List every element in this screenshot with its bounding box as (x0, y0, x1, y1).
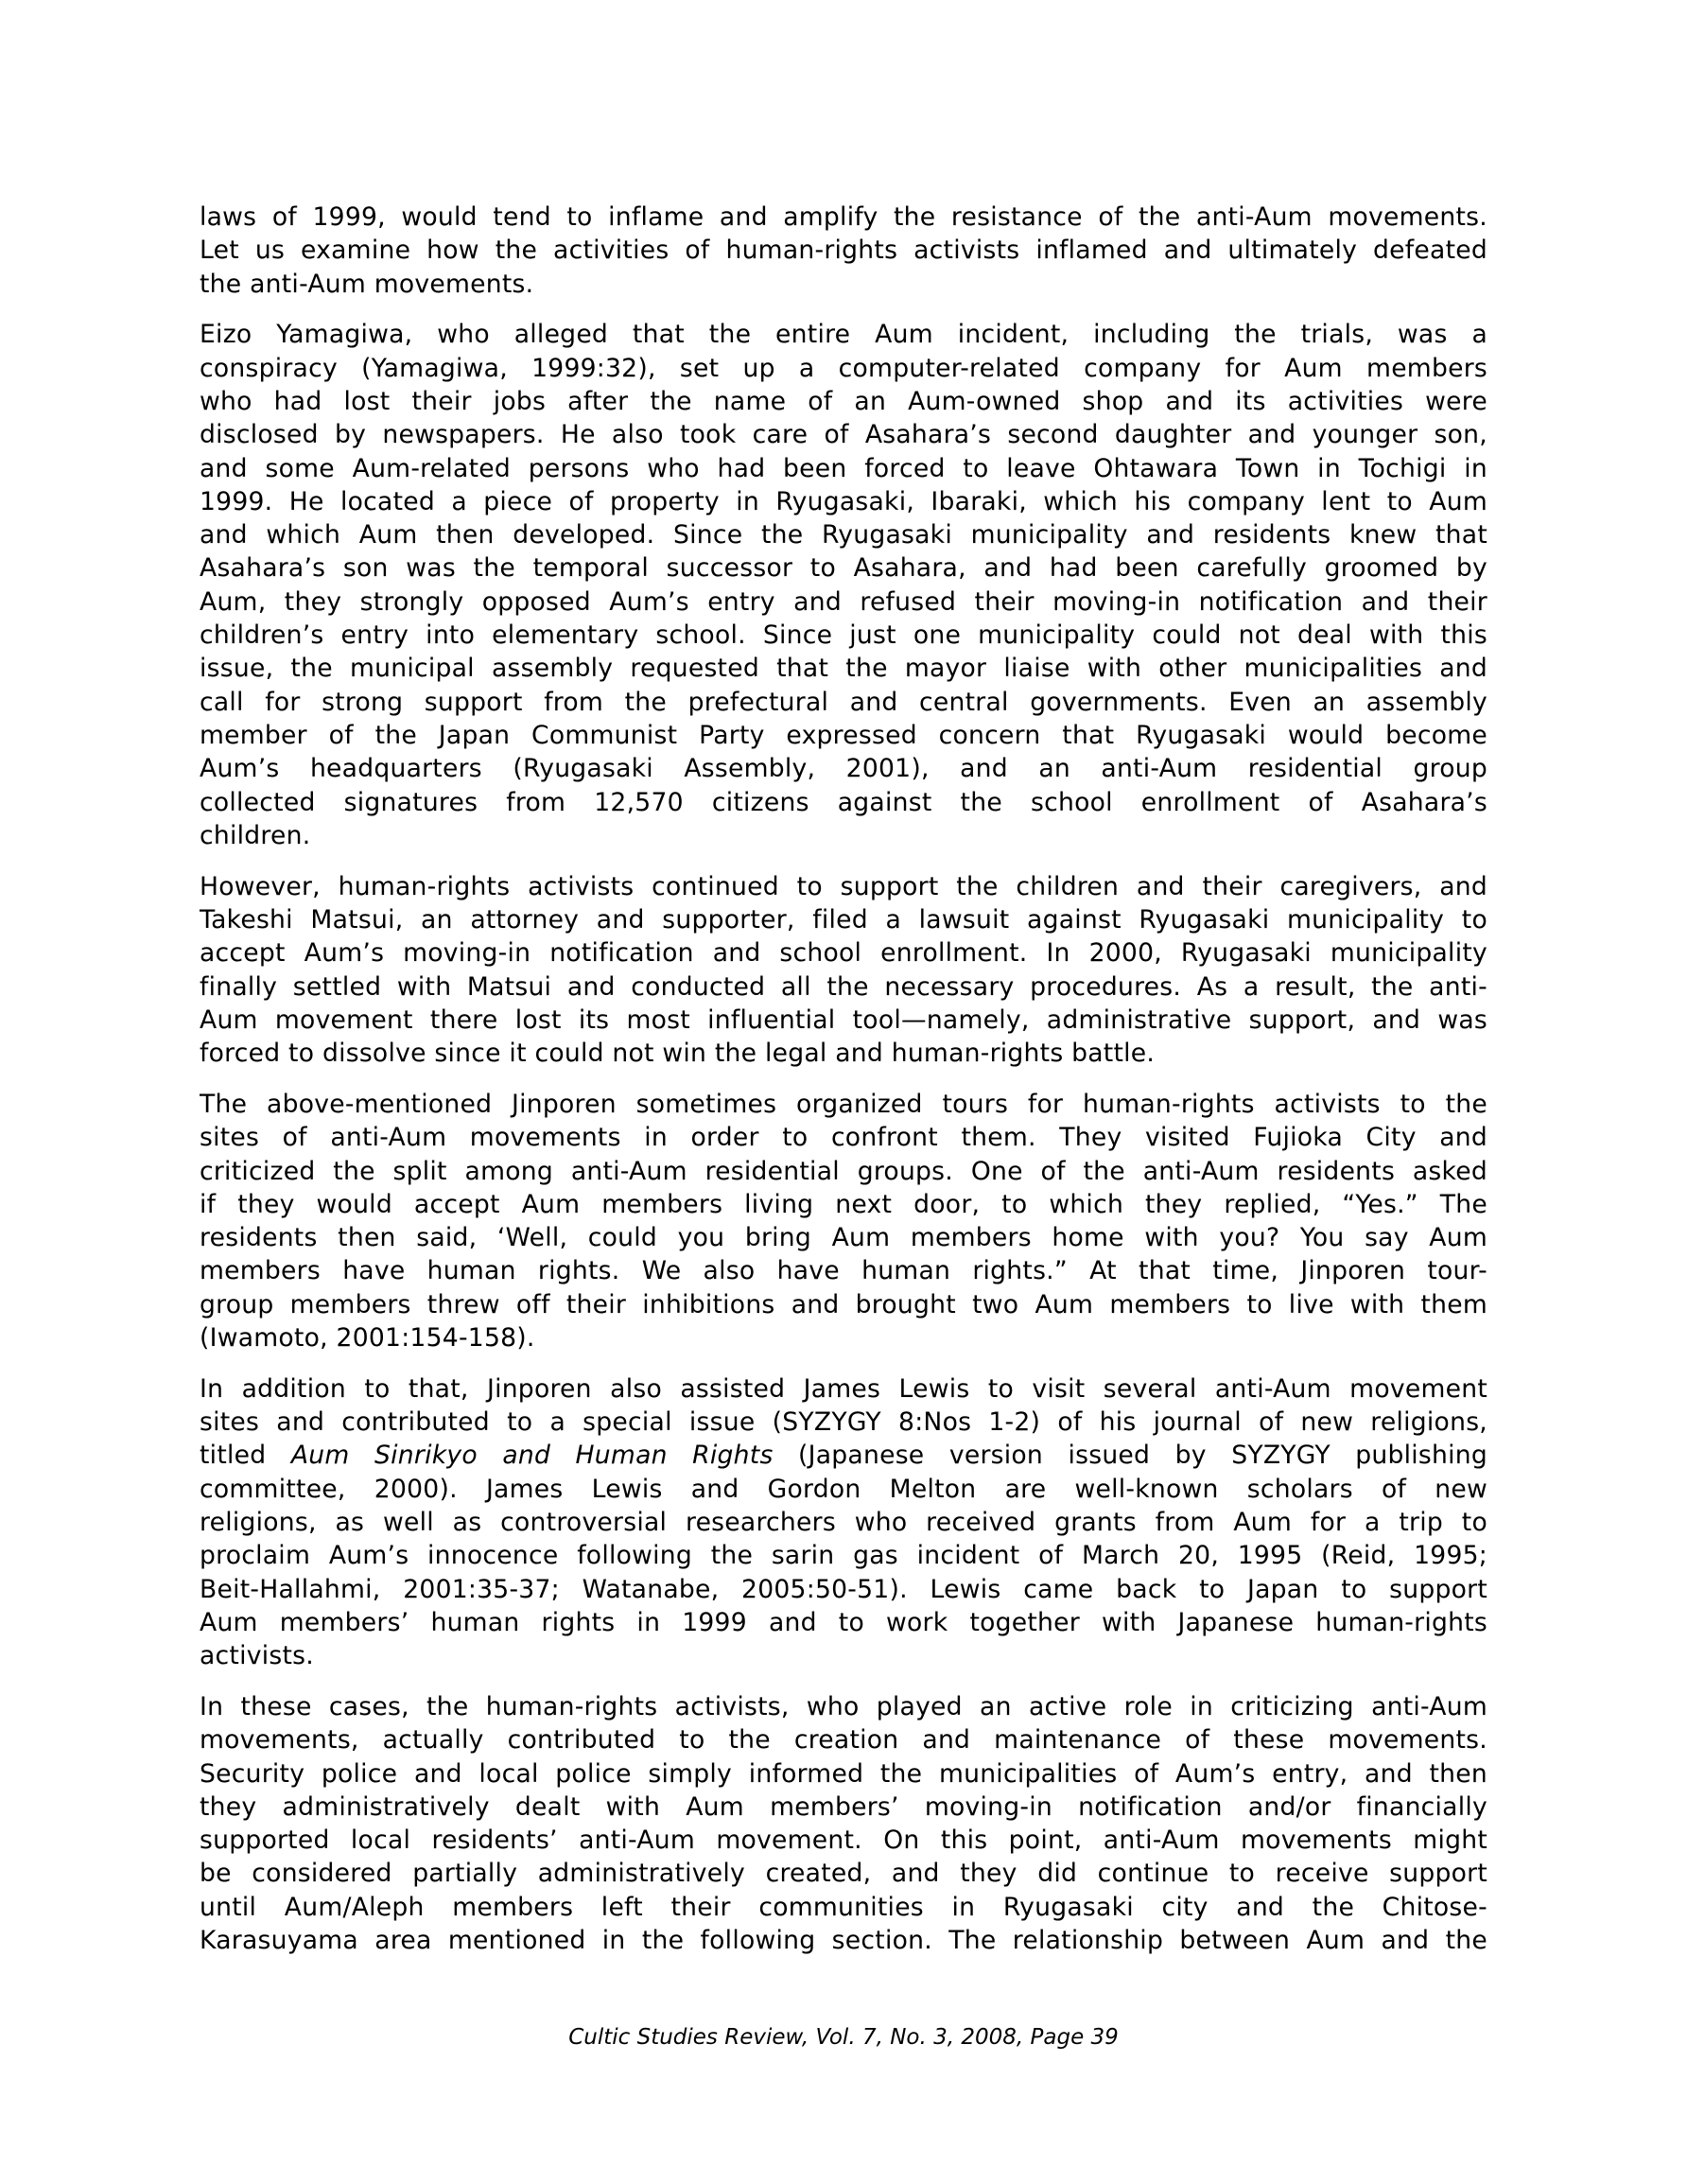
text-line: committee, 2000). James Lewis and Gordon Melton are well-known scholars of new (200, 1474, 1487, 1504)
text-line: Takeshi Matsui, an attorney and supporter, filed a lawsuit against Ryugasaki municipality to (200, 904, 1487, 935)
text-line: Aum movement there lost its most influential tool—namely, administrative support, and was (200, 1005, 1487, 1035)
text-line: forced to dissolve since it could not win the legal and human-rights battle. (200, 1039, 1156, 1069)
text-line: Aum, they strongly opposed Aum’s entry and refused their moving-in notification and their (200, 586, 1487, 617)
text-line: accept Aum’s moving-in notification and school enrollment. In 2000, Ryugasaki municipality (200, 938, 1487, 969)
text-line: proclaim Aum’s innocence following the sarin gas incident of March 20, 1995 (Reid, 1995; (200, 1541, 1487, 1571)
text-line: 1999. He located a piece of property in Ryugasaki, Ibaraki, which his company lent to Aum (200, 486, 1487, 516)
text-line: and some Aum-related persons who had been forced to leave Ohtawara Town in Tochigi in (200, 453, 1487, 483)
text-line: criticized the split among anti-Aum residential groups. One of the anti-Aum residents asked (200, 1156, 1487, 1186)
text-line: group members threw off their inhibitions and brought two Aum members to live with them (200, 1289, 1487, 1319)
text-line: religions, as well as controversial researchers who received grants from Aum for a trip to (200, 1507, 1487, 1537)
paragraph-6 (200, 1690, 1487, 1957)
paragraph-2 (200, 318, 1487, 852)
text-line: sites and contributed to a special issue (SYZYGY 8:Nos 1-2) of his journal of new religions, (200, 1407, 1487, 1438)
page-footer-citation: Cultic Studies Review, Vol. 7, No. 3, 2008, Page 39 (568, 2025, 1119, 2050)
text-line: Karasuyama area mentioned in the following section. The relationship between Aum and the (200, 1926, 1487, 1956)
text-line (200, 1439, 1487, 1472)
text-line: members have human rights. We also have human rights.” At that time, Jinporen tour- (200, 1256, 1487, 1286)
paragraph-3 (200, 870, 1487, 1071)
text-line: disclosed by newspapers. He also took care of Asahara’s second daughter and younger son, (200, 420, 1487, 450)
text-line: In addition to that, Jinporen also assisted James Lewis to visit several anti-Aum movement (200, 1373, 1487, 1404)
text-line: call for strong support from the prefectural and central governments. Even an assembly (200, 687, 1487, 717)
text-line: if they would accept Aum members living next door, to which they replied, “Yes.” The (200, 1189, 1487, 1219)
text-line: who had lost their jobs after the name of an Aum-owned shop and its activities were (200, 386, 1487, 416)
paragraph-1 (200, 201, 1487, 301)
text-line: Beit-Hallahmi, 2001:35-37; Watanabe, 2005:50-51). Lewis came back to Japan to support (200, 1574, 1487, 1604)
text-line-lead: titled (200, 1441, 291, 1471)
text-line: sites of anti-Aum movements in order to confront them. They visited Fujioka City and (200, 1123, 1487, 1153)
text-line: be considered partially administratively created, and they did continue to receive support (200, 1859, 1487, 1889)
text-line: the anti-Aum movements. (200, 269, 534, 299)
text-line: supported local residents’ anti-Aum movement. On this point, anti-Aum movements might (200, 1826, 1487, 1856)
text-line: Security police and local police simply informed the municipalities of Aum’s entry, and then (200, 1758, 1487, 1789)
text-line: residents then said, ‘Well, could you bring Aum members home with you? You say Aum (200, 1223, 1487, 1253)
text-line: collected signatures from 12,570 citizens against the school enrollment of Asahara’s (200, 787, 1487, 817)
text-line: children’s entry into elementary school. Since just one municipality could not deal with this (200, 620, 1487, 651)
text-line: Eizo Yamagiwa, who alleged that the entire Aum incident, including the trials, was a (200, 320, 1487, 350)
text-line: Aum members’ human rights in 1999 and to work together with Japanese human-rights (200, 1607, 1487, 1637)
text-line: Let us examine how the activities of human-rights activists inflamed and ultimately defeated (200, 236, 1487, 266)
paragraph-4 (200, 1088, 1487, 1354)
text-line: (Iwamoto, 2001:154-158). (200, 1323, 535, 1353)
text-line: issue, the municipal assembly requested that the mayor liaise with other municipalities and (200, 654, 1487, 684)
text-line: activists. (200, 1641, 314, 1671)
text-line: The above-mentioned Jinporen sometimes organized tours for human-rights activists to the (200, 1089, 1487, 1119)
text-line: children. (200, 820, 311, 850)
paragraph-5 (200, 1372, 1487, 1673)
text-line: conspiracy (Yamagiwa, 1999:32), set up a computer-related company for Aum members (200, 353, 1487, 383)
text-line: member of the Japan Communist Party expressed concern that Ryugasaki would become (200, 720, 1487, 750)
text-line: laws of 1999, would tend to inflame and amplify the resistance of the anti-Aum movements. (200, 202, 1487, 232)
text-line: Asahara’s son was the temporal successor to Asahara, and had been carefully groomed by (200, 553, 1487, 584)
text-line: until Aum/Aleph members left their communities in Ryugasaki city and the Chitose- (200, 1892, 1487, 1922)
text-line: they administratively dealt with Aum members’ moving-in notification and/or financially (200, 1791, 1487, 1822)
text-line: In these cases, the human-rights activists, who played an active role in criticizing anti-Aum (200, 1691, 1487, 1721)
body-text (200, 201, 1487, 1975)
text-line: movements, actually contributed to the creation and maintenance of these movements. (200, 1725, 1487, 1756)
text-line-rest: (Japanese version issued by SYZYGY publishing (773, 1441, 1487, 1471)
text-line: However, human-rights activists continued to support the children and their caregivers, and (200, 871, 1487, 901)
text-line: and which Aum then developed. Since the Ryugasaki municipality and residents knew that (200, 520, 1487, 550)
italic-book-title: Aum Sinrikyo and Human Rights (290, 1441, 774, 1471)
text-line: finally settled with Matsui and conducted all the necessary procedures. As a result, the anti- (200, 971, 1487, 1002)
text-line: Aum’s headquarters (Ryugasaki Assembly, 2001), and an anti-Aum residential group (200, 754, 1487, 784)
